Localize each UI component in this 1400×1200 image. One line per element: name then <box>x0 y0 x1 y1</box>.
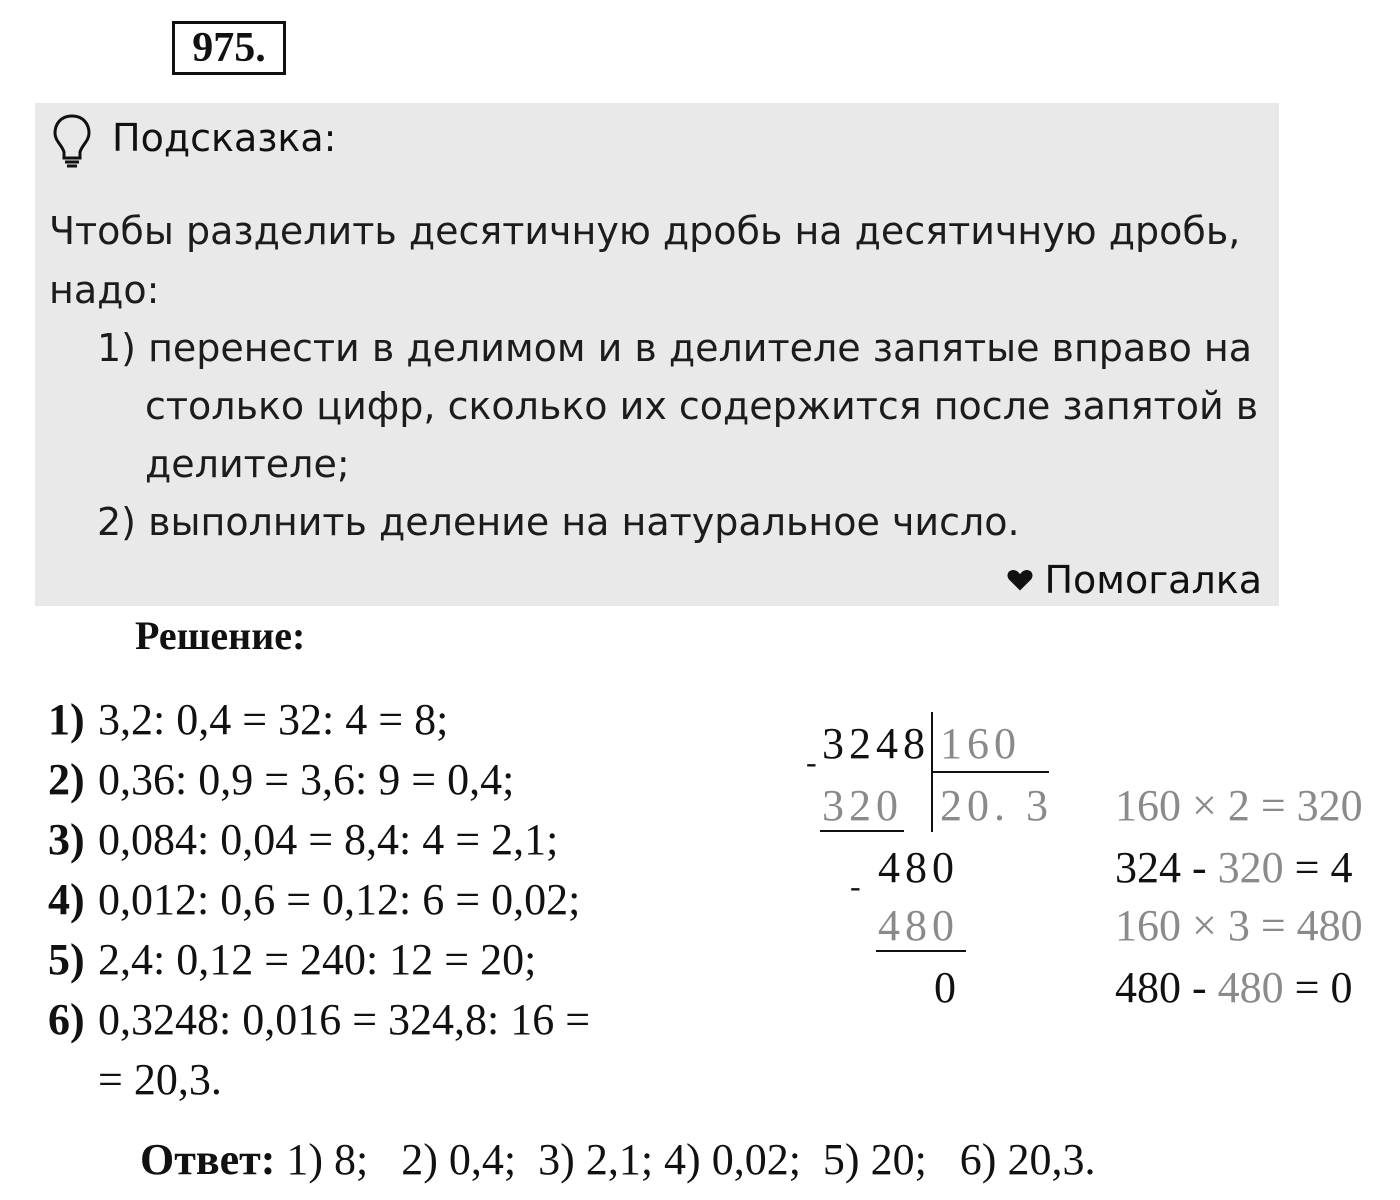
hint-title: Подсказка: <box>112 116 337 160</box>
divisor-line <box>931 771 1049 773</box>
lightbulb-icon <box>50 112 94 168</box>
dividend: 3248 <box>822 719 930 768</box>
check-4: 480 - 480 = 0 <box>1115 963 1353 1012</box>
brand-label: Помогалка <box>1044 558 1262 602</box>
sub2-line <box>876 950 966 952</box>
answer <box>140 1134 1095 1185</box>
task-number: 975. <box>172 21 286 75</box>
hint-item2: 2) выполнить деление на натуральное число. <box>97 500 1020 544</box>
subtrahend-1: 320 <box>822 781 903 830</box>
sub1-line <box>820 830 904 832</box>
step-6: 6) 0,3248: 0,016 = 324,8: 16 = <box>48 995 591 1044</box>
answer-text: 1) 8; 2) 0,4; 3) 2,1; 4) 0,02; 5) 20; 6) 20,3. <box>275 1135 1096 1184</box>
hint-intro-line2: надо: <box>49 268 160 312</box>
remainder-1: 480 <box>878 843 959 892</box>
solution-title: Решение: <box>135 613 306 658</box>
hint-item1-line3: делителе; <box>145 442 350 486</box>
minus-sign-2: - <box>850 868 866 904</box>
step-1: 1) 3,2: 0,4 = 32: 4 = 8; <box>48 695 449 744</box>
minus-sign: - <box>806 744 822 780</box>
check-2: 324 - 320 = 4 <box>1115 843 1353 892</box>
step-2: 2) 0,36: 0,9 = 3,6: 9 = 0,4; <box>48 755 515 804</box>
step-3: 3) 0,084: 0,04 = 8,4: 4 = 2,1; <box>48 815 559 864</box>
step-5: 5) 2,4: 0,12 = 240: 12 = 20; <box>48 935 537 984</box>
check-3: 160 × 3 = 480 <box>1115 901 1363 950</box>
brand <box>1006 558 1262 602</box>
step-4: 4) 0,012: 0,6 = 0,12: 6 = 0,02; <box>48 875 581 924</box>
step-6-cont: = 20,3. <box>98 1055 222 1104</box>
hint-item1-line2: столько цифр, сколько их содержится после запятой в <box>145 384 1259 428</box>
remainder-2: 0 <box>934 963 961 1012</box>
hint-intro-line1: Чтобы разделить десятичную дробь на десятичную дробь, <box>49 209 1241 253</box>
heart-icon <box>1006 566 1034 594</box>
subtrahend-2: 480 <box>878 901 959 950</box>
quotient: 20. 3 <box>940 781 1053 830</box>
answer-label: Ответ: <box>140 1135 276 1184</box>
divisor: 160 <box>940 719 1021 768</box>
check-1: 160 × 2 = 320 <box>1115 781 1363 830</box>
hint-item1-line1: 1) перенести в делимом и в делителе запятые вправо на <box>97 326 1253 370</box>
